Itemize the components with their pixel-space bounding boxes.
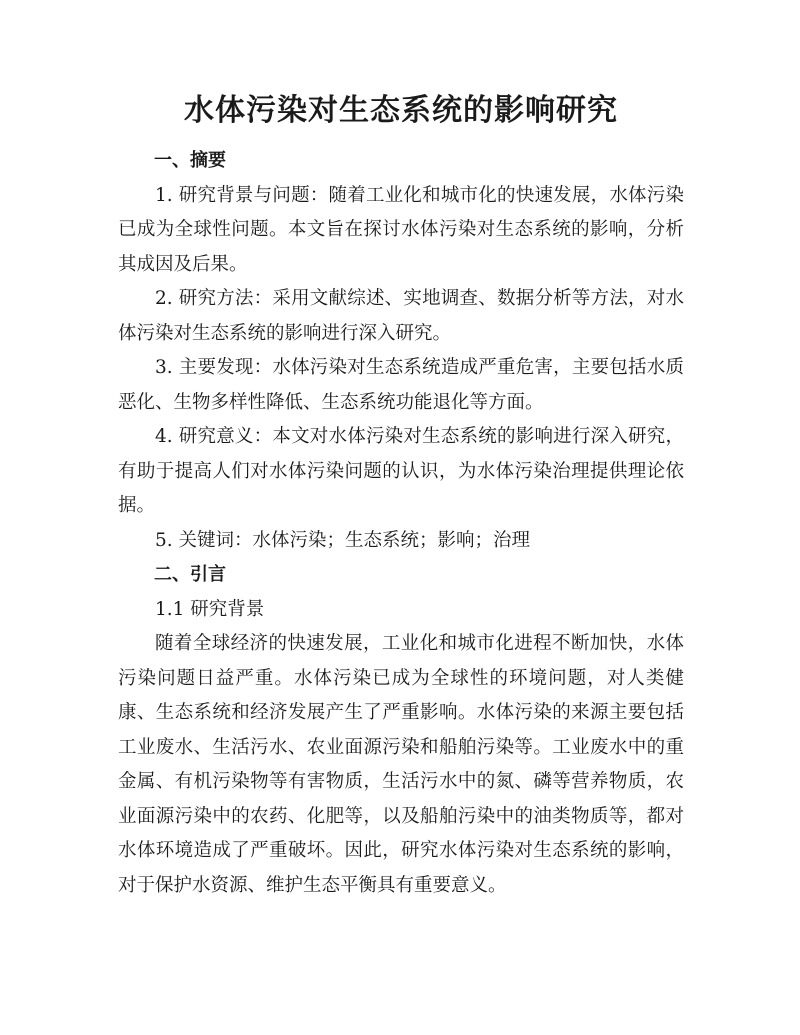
body-paragraph: 随着全球经济的快速发展，工业化和城市化进程不断加快，水体污染问题日益严重。水体污染已成为全球性的环境问题，对人类健康、生态系统和经济发展产生了严重影响。水体污染的来源主要包括工业废水、生活污水、农业面源污染和船舶污染等。工业废水中的重金属、有机污染物等有害物质，生活污水中的氮、磷等营养物质，农业面源污染中的农药、化肥等，以及船舶污染中的油类物质等，都对水体环境造成了严重破坏。因此，研究水体污染对生态系统的影响，对于保护水资源、维护生态平衡具有重要意义。 [118,633,684,896]
abstract-item: 3. 主要发现：水体污染对生态系统造成严重危害，主要包括水质恶化、生物多样性降低、生态系统功能退化等方面。 [118,357,684,413]
abstract-item: 2. 研究方法：采用文献综述、实地调查、数据分析等方法，对水体污染对生态系统的影响进行深入研究。 [118,288,684,344]
document-title: 水体污染对生态系统的影响研究 [184,93,618,128]
section-heading-introduction: 二、引言 [154,564,226,585]
section-heading-abstract: 一、摘要 [154,150,226,171]
abstract-item-keywords: 5. 关键词：水体污染；生态系统；影响；治理 [155,529,531,551]
subsection-heading-background: 1.1 研究背景 [155,598,265,620]
abstract-item: 1. 研究背景与问题：随着工业化和城市化的快速发展，水体污染已成为全球性问题。本文旨在探讨水体污染对生态系统的影响，分析其成因及后果。 [118,184,684,275]
document-page [118,88,684,903]
abstract-item: 4. 研究意义：本文对水体污染对生态系统的影响进行深入研究，有助于提高人们对水体污染问题的认识，为水体污染治理提供理论依据。 [118,426,684,516]
